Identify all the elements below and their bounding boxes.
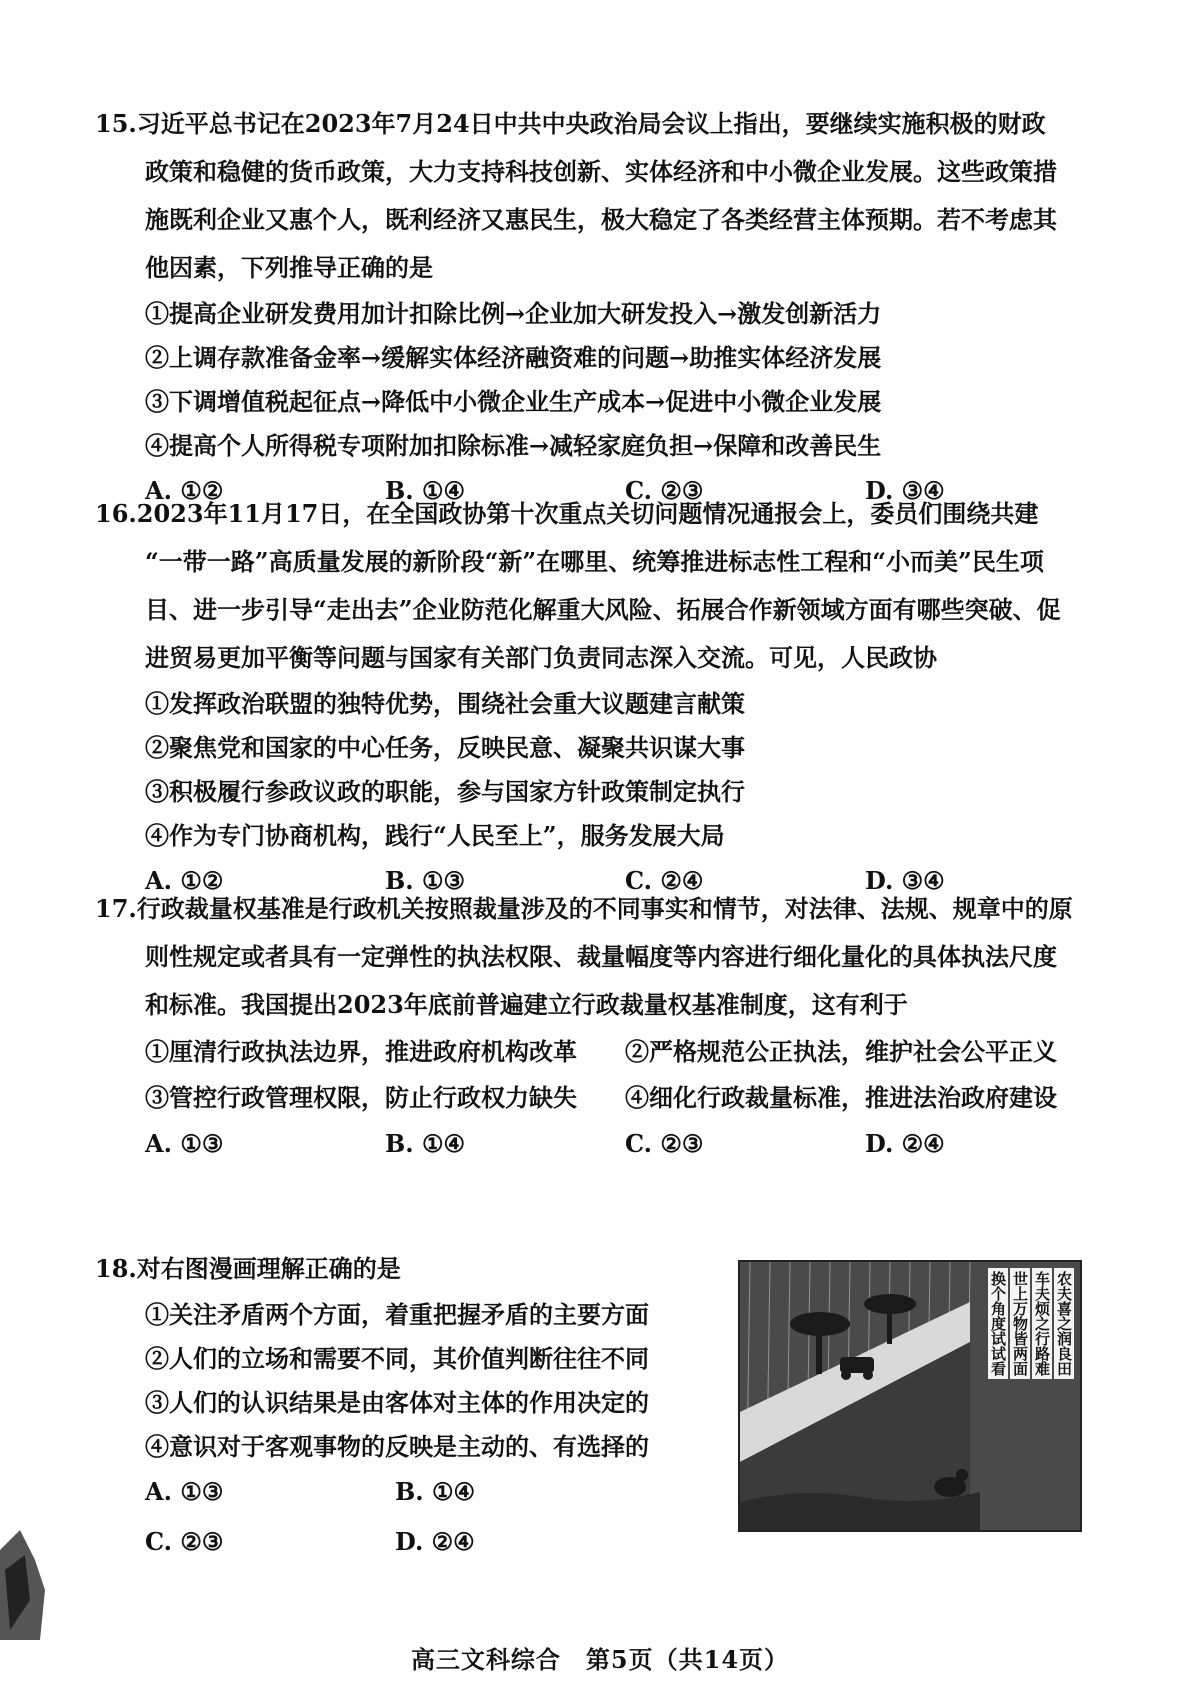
q17-number: 17.	[95, 894, 137, 923]
q17-choice-b: B. ①④	[385, 1129, 466, 1158]
q15-stem	[95, 100, 1105, 292]
q17-option-1: ①厘清行政执法边界，推进政府机构改革	[145, 1037, 577, 1066]
comic-caption	[988, 1268, 1074, 1379]
q18-stem-text: 对右图漫画理解正确的是	[136, 1254, 401, 1283]
q15-number: 15.	[95, 109, 137, 138]
q15-stem-line-1: 习近平总书记在2023年7月24日中共中央政治局会议上指出，要继续实施积极的财政	[136, 109, 1046, 138]
q18-option-2: ②人们的立场和需要不同，其价值判断往往不同	[145, 1344, 649, 1373]
q17-stem-line-2: 则性规定或者具有一定弹性的执法权限、裁量幅度等内容进行细化量化的具体执法尺度	[145, 942, 1057, 971]
q16-stem-line-2: “一带一路”高质量发展的新阶段“新”在哪里、统筹推进标志性工程和“小而美”民生项	[145, 547, 1044, 576]
q17-choice-a: A. ①③	[145, 1129, 224, 1158]
q15-stem-line-3: 施既利企业又惠个人，既利经济又惠民生，极大稳定了各类经营主体预期。若不考虑其	[145, 205, 1057, 234]
q17-option-4: ④细化行政裁量标准，推进法治政府建设	[625, 1083, 1057, 1112]
q18-choices-row-2	[95, 1519, 735, 1565]
comic-caption-line-4: 换个角度试试看	[988, 1268, 1008, 1379]
q17-option-3: ③管控行政管理权限，防止行政权力缺失	[145, 1083, 577, 1112]
q18-choice-b: B. ①④	[395, 1477, 476, 1506]
q18-option-4: ④意识对于客观事物的反映是主动的、有选择的	[145, 1432, 649, 1461]
q16-choice-c: C. ②④	[625, 866, 704, 895]
q16-choice-a: A. ①②	[145, 866, 224, 895]
q15-stem-line-4: 他因素，下列推导正确的是	[145, 253, 433, 282]
q17-choices	[95, 1121, 1105, 1167]
question-16	[95, 490, 1105, 904]
q16-stem-line-4: 进贸易更加平衡等问题与国家有关部门负责同志深入交流。可见，人民政协	[145, 643, 937, 672]
q16-stem-line-3: 目、进一步引导“走出去”企业防范化解重大风险、拓展合作新领域方面有哪些突破、促	[145, 595, 1061, 624]
q15-option-4: ④提高个人所得税专项附加扣除标准→减轻家庭负担→保障和改善民生	[145, 431, 882, 460]
q15-choice-a: A. ①②	[145, 476, 224, 505]
q17-choice-d: D. ②④	[865, 1129, 945, 1158]
question-15	[95, 100, 1105, 514]
q18-stem	[95, 1245, 735, 1293]
page-footer: 高三文科综合 第5页（共14页）	[410, 1645, 790, 1674]
q17-choice-c: C. ②③	[625, 1129, 704, 1158]
q16-choice-b: B. ①③	[385, 866, 466, 895]
q15-choice-c: C. ②③	[625, 476, 704, 505]
q17-stem-line-1: 行政裁量权基准是行政机关按照裁量涉及的不同事实和情节，对法律、法规、规章中的原	[136, 894, 1073, 923]
q18-number: 18.	[95, 1254, 137, 1283]
q17-options-row-2	[95, 1075, 1105, 1121]
q16-stem	[95, 490, 1105, 682]
q16-option-2: ②聚焦党和国家的中心任务，反映民意、凝聚共识谋大事	[145, 733, 745, 762]
q17-stem-line-3: 和标准。我国提出2023年底前普遍建立行政裁量权基准制度，这有利于	[145, 990, 908, 1019]
q18-choice-a: A. ①③	[145, 1477, 224, 1506]
q16-stem-line-1: 2023年11月17日，在全国政协第十次重点关切问题情况通报会上，委员们围绕共建	[136, 499, 1039, 528]
comic-caption-line-3: 世上万物皆两面	[1010, 1268, 1030, 1379]
comic-illustration	[738, 1260, 1082, 1532]
q15-stem-line-2: 政策和稳健的货币政策，大力支持科技创新、实体经济和中小微企业发展。这些政策措	[145, 157, 1057, 186]
scan-artifact	[0, 1530, 45, 1640]
q16-option-1: ①发挥政治联盟的独特优势，围绕社会重大议题建言献策	[145, 689, 745, 718]
q15-option-3: ③下调增值税起征点→降低中小微企业生产成本→促进中小微企业发展	[145, 387, 882, 416]
comic-caption-line-2: 车夫烦之行路难	[1032, 1268, 1052, 1379]
q15-choice-b: B. ①④	[385, 476, 466, 505]
q18-choices-row-1	[95, 1469, 735, 1515]
q16-choice-d: D. ③④	[865, 866, 945, 895]
q15-option-2: ②上调存款准备金率→缓解实体经济融资难的问题→助推实体经济发展	[145, 343, 882, 372]
q18-choice-d: D. ②④	[395, 1527, 475, 1556]
q17-options-row-1	[95, 1029, 1105, 1075]
q18-choice-c: C. ②③	[145, 1527, 224, 1556]
q16-number: 16.	[95, 499, 137, 528]
question-17	[95, 885, 1105, 1167]
q17-stem	[95, 885, 1105, 1029]
q16-option-4: ④作为专门协商机构，践行“人民至上”，服务发展大局	[145, 821, 725, 850]
question-18	[95, 1245, 735, 1565]
q16-option-3: ③积极履行参政议政的职能，参与国家方针政策制定执行	[145, 777, 745, 806]
q17-option-2: ②严格规范公正执法，维护社会公平正义	[625, 1037, 1057, 1066]
comic-caption-line-1: 农夫喜之润良田	[1054, 1268, 1074, 1379]
q18-option-1: ①关注矛盾两个方面，着重把握矛盾的主要方面	[145, 1300, 649, 1329]
q15-choice-d: D. ③④	[865, 476, 945, 505]
q15-option-1: ①提高企业研发费用加计扣除比例→企业加大研发投入→激发创新活力	[145, 299, 882, 328]
q18-option-3: ③人们的认识结果是由客体对主体的作用决定的	[145, 1388, 649, 1417]
